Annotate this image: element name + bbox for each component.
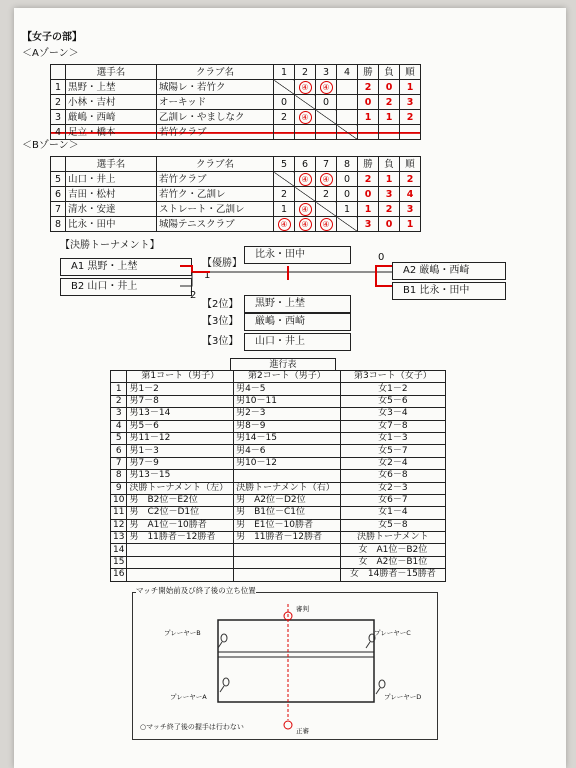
schedule-cell: 決勝トーナメント（右） bbox=[234, 482, 341, 494]
table-row bbox=[111, 457, 446, 469]
schedule-cell: 女 A1位－B2位 bbox=[340, 544, 445, 556]
paper-sheet bbox=[14, 8, 566, 768]
score-a1: 1 bbox=[204, 270, 211, 281]
schedule-cell: 男13－14 bbox=[127, 408, 234, 420]
column-header: 2 bbox=[295, 65, 316, 80]
schedule-cell: 4 bbox=[111, 420, 127, 432]
column-header: 順 bbox=[400, 65, 421, 80]
win-mark: ④ bbox=[278, 218, 291, 231]
column-header: 選手名 bbox=[66, 157, 157, 172]
rank-cell: 1 bbox=[400, 80, 421, 95]
third-name-2: 山口・井上 bbox=[244, 333, 351, 351]
win-cell: 2 bbox=[358, 80, 379, 95]
schedule-cell: 男8－9 bbox=[234, 420, 341, 432]
lose-cell: 1 bbox=[379, 172, 400, 187]
table-row bbox=[111, 494, 446, 506]
schedule-cell: 女 A2位－B1位 bbox=[340, 556, 445, 568]
third-label-1: 【3位】 bbox=[202, 316, 239, 327]
column-header: 4 bbox=[337, 65, 358, 80]
column-header: 順 bbox=[400, 157, 421, 172]
row-number: 2 bbox=[51, 95, 66, 110]
table-row bbox=[111, 420, 446, 432]
lose-cell: 2 bbox=[379, 202, 400, 217]
column-header: 第2コート（男子） bbox=[234, 371, 341, 383]
schedule-cell: 男 B2位－E2位 bbox=[127, 494, 234, 506]
schedule-cell: 女5－8 bbox=[340, 519, 445, 531]
lose-cell: 0 bbox=[379, 217, 400, 232]
court-note: ○マッチ終了後の握手は行わない bbox=[140, 723, 244, 731]
section-title: 【女子の部】 bbox=[22, 32, 82, 43]
club-name: 城陽レ・若竹ク bbox=[157, 80, 274, 95]
row-number: 6 bbox=[51, 187, 66, 202]
schedule-cell: 男 11勝者－12勝者 bbox=[127, 532, 234, 544]
column-header: 負 bbox=[379, 157, 400, 172]
schedule-cell bbox=[234, 544, 341, 556]
schedule-cell: 男4－5 bbox=[234, 383, 341, 395]
lose-cell: 2 bbox=[379, 95, 400, 110]
schedule-cell: 14 bbox=[111, 544, 127, 556]
win-cell: 2 bbox=[358, 172, 379, 187]
rank-cell: 2 bbox=[400, 110, 421, 125]
schedule-cell: 2 bbox=[111, 395, 127, 407]
final-b1: B1 比永・田中 bbox=[392, 282, 506, 300]
schedule-cell: 8 bbox=[111, 470, 127, 482]
schedule-cell: 男 11勝者－12勝者 bbox=[234, 532, 341, 544]
win-cell: 1 bbox=[358, 202, 379, 217]
player-name: 足立・橋本 bbox=[66, 125, 157, 140]
table-row bbox=[111, 445, 446, 457]
table-row bbox=[111, 470, 446, 482]
schedule-title: 進行表 bbox=[230, 358, 336, 371]
table-row bbox=[111, 519, 446, 531]
schedule-cell: 男7－8 bbox=[127, 395, 234, 407]
schedule-cell: 女6－7 bbox=[340, 494, 445, 506]
table-row bbox=[111, 432, 446, 444]
column-header: 第1コート（男子） bbox=[127, 371, 234, 383]
schedule-cell: 女2－3 bbox=[340, 482, 445, 494]
schedule-cell: 3 bbox=[111, 408, 127, 420]
schedule-cell: 男 B1位－C1位 bbox=[234, 507, 341, 519]
player-name: 清水・安達 bbox=[66, 202, 157, 217]
schedule-cell: 7 bbox=[111, 457, 127, 469]
schedule-cell: 1 bbox=[111, 383, 127, 395]
row-number: 5 bbox=[51, 172, 66, 187]
schedule-cell bbox=[234, 569, 341, 581]
zone-b-label: ＜Bゾーン＞ bbox=[22, 140, 79, 151]
referee-label: 審判 bbox=[296, 605, 309, 613]
schedule-cell: 男4－6 bbox=[234, 445, 341, 457]
table-row bbox=[111, 544, 446, 556]
schedule-cell: 男14－15 bbox=[234, 432, 341, 444]
match-result: 1 bbox=[274, 202, 295, 217]
player-name: 黒野・上埜 bbox=[66, 80, 157, 95]
column-header bbox=[111, 371, 127, 383]
row-number: 7 bbox=[51, 202, 66, 217]
second-label: 【2位】 bbox=[202, 299, 239, 310]
schedule-cell: 決勝トーナメント bbox=[340, 532, 445, 544]
column-header: 選手名 bbox=[66, 65, 157, 80]
schedule-cell: 決勝トーナメント（左） bbox=[127, 482, 234, 494]
win-cell: 3 bbox=[358, 217, 379, 232]
match-result: 0 bbox=[337, 187, 358, 202]
schedule-cell: 10 bbox=[111, 494, 127, 506]
win-mark: ④ bbox=[299, 81, 312, 94]
schedule-cell: 男10－11 bbox=[234, 395, 341, 407]
schedule-cell: 男11－12 bbox=[127, 432, 234, 444]
schedule-cell: 13 bbox=[111, 532, 127, 544]
schedule-cell: 男2－3 bbox=[234, 408, 341, 420]
lose-cell: 3 bbox=[379, 187, 400, 202]
schedule-cell: 男13－15 bbox=[127, 470, 234, 482]
match-result: 2 bbox=[274, 187, 295, 202]
third-name-1: 厳嶋・西崎 bbox=[244, 313, 351, 331]
table-row bbox=[111, 408, 446, 420]
schedule-cell bbox=[234, 470, 341, 482]
winner-name: 比永・田中 bbox=[244, 246, 351, 264]
player-b-label: プレーヤーB bbox=[164, 629, 201, 637]
schedule-cell: 男 E1位－10勝者 bbox=[234, 519, 341, 531]
win-cell: 1 bbox=[358, 110, 379, 125]
header-row bbox=[111, 371, 446, 383]
schedule-cell: 男1－2 bbox=[127, 383, 234, 395]
schedule-cell: 6 bbox=[111, 445, 127, 457]
match-result: 0 bbox=[274, 95, 295, 110]
schedule-table bbox=[110, 370, 446, 582]
final-b2: B2 山口・井上 bbox=[60, 278, 192, 296]
rank-cell: 3 bbox=[400, 202, 421, 217]
schedule-cell: 女1－3 bbox=[340, 432, 445, 444]
schedule-cell: 11 bbox=[111, 507, 127, 519]
schedule-cell: 12 bbox=[111, 519, 127, 531]
row-number: 8 bbox=[51, 217, 66, 232]
second-name: 黒野・上埜 bbox=[244, 295, 351, 313]
schedule-cell: 男7－9 bbox=[127, 457, 234, 469]
column-header: クラブ名 bbox=[157, 157, 274, 172]
schedule-cell: 16 bbox=[111, 569, 127, 581]
column-header: 5 bbox=[274, 157, 295, 172]
schedule-cell: 女3－4 bbox=[340, 408, 445, 420]
lose-cell: 1 bbox=[379, 110, 400, 125]
schedule-cell: 男 C2位－D1位 bbox=[127, 507, 234, 519]
score-b2: 2 bbox=[190, 290, 197, 301]
win-mark: ④ bbox=[320, 173, 333, 186]
column-header: 3 bbox=[316, 65, 337, 80]
rank-cell: 4 bbox=[400, 187, 421, 202]
win-mark: ④ bbox=[299, 218, 312, 231]
final-a1: A1 黒野・上埜 bbox=[60, 258, 192, 276]
schedule-cell bbox=[234, 556, 341, 568]
player-a-label: プレーヤーA bbox=[170, 693, 207, 701]
row-number: 3 bbox=[51, 110, 66, 125]
schedule-cell bbox=[127, 544, 234, 556]
schedule-cell: 男 A2位－D2位 bbox=[234, 494, 341, 506]
table-row bbox=[111, 569, 446, 581]
table-row bbox=[111, 383, 446, 395]
player-name: 厳嶋・西崎 bbox=[66, 110, 157, 125]
court-title: マッチ開始前及び終了後の立ち位置 bbox=[136, 586, 256, 595]
schedule-cell: 女6－8 bbox=[340, 470, 445, 482]
schedule-cell bbox=[127, 556, 234, 568]
schedule-cell: 女5－7 bbox=[340, 445, 445, 457]
rank-cell: 2 bbox=[400, 172, 421, 187]
column-header: 勝 bbox=[358, 157, 379, 172]
win-cell: 0 bbox=[358, 187, 379, 202]
schedule-cell: 女1－4 bbox=[340, 507, 445, 519]
player-name: 比永・田中 bbox=[66, 217, 157, 232]
club-name: オーキッド bbox=[157, 95, 274, 110]
player-c-label: プレーヤーC bbox=[374, 629, 411, 637]
schedule-cell: 男10－12 bbox=[234, 457, 341, 469]
player-d-label: プレーヤーD bbox=[384, 693, 422, 701]
club-name: 若竹ク・乙訓レ bbox=[157, 187, 274, 202]
match-result: 0 bbox=[316, 95, 337, 110]
column-header: 7 bbox=[316, 157, 337, 172]
column-header: 第3コート（女子） bbox=[340, 371, 445, 383]
schedule-cell: 男5－6 bbox=[127, 420, 234, 432]
club-name: ストレート・乙訓レ bbox=[157, 202, 274, 217]
column-header: 負 bbox=[379, 65, 400, 80]
racket-icon bbox=[218, 634, 227, 648]
schedule-cell bbox=[127, 569, 234, 581]
column-header: 8 bbox=[337, 157, 358, 172]
final-label: 【決勝トーナメント】 bbox=[60, 240, 160, 251]
win-mark: ④ bbox=[320, 81, 333, 94]
table-row bbox=[111, 556, 446, 568]
win-cell: 0 bbox=[358, 95, 379, 110]
umpire-label: 正審 bbox=[296, 727, 309, 735]
column-header: 6 bbox=[295, 157, 316, 172]
player-name: 吉田・松村 bbox=[66, 187, 157, 202]
schedule-cell: 9 bbox=[111, 482, 127, 494]
third-label-2: 【3位】 bbox=[202, 336, 239, 347]
win-mark: ④ bbox=[299, 111, 312, 124]
lose-cell: 0 bbox=[379, 80, 400, 95]
schedule-cell: 15 bbox=[111, 556, 127, 568]
column-header: 1 bbox=[274, 65, 295, 80]
row-number: 1 bbox=[51, 80, 66, 95]
player-name: 山口・井上 bbox=[66, 172, 157, 187]
match-result: 0 bbox=[337, 172, 358, 187]
rank-cell: 1 bbox=[400, 217, 421, 232]
table-row bbox=[111, 395, 446, 407]
win-mark: ④ bbox=[299, 173, 312, 186]
table-row bbox=[111, 532, 446, 544]
schedule-cell: 男1－3 bbox=[127, 445, 234, 457]
rank-cell: 3 bbox=[400, 95, 421, 110]
schedule-cell: 女1－2 bbox=[340, 383, 445, 395]
win-mark: ④ bbox=[299, 203, 312, 216]
match-result: 2 bbox=[316, 187, 337, 202]
player-name: 小林・吉村 bbox=[66, 95, 157, 110]
schedule-cell: 女7－8 bbox=[340, 420, 445, 432]
column-header: クラブ名 bbox=[157, 65, 274, 80]
table-row bbox=[111, 482, 446, 494]
club-name: 城陽テニスクラブ bbox=[157, 217, 274, 232]
club-name: 若竹クラブ bbox=[157, 125, 274, 140]
schedule-cell: 女5－6 bbox=[340, 395, 445, 407]
club-name: 乙訓レ・やましなク bbox=[157, 110, 274, 125]
schedule-cell: 女 14勝者－15勝者 bbox=[340, 569, 445, 581]
match-result: 2 bbox=[274, 110, 295, 125]
score-a2: 0 bbox=[378, 252, 385, 263]
match-result: 1 bbox=[337, 202, 358, 217]
club-name: 若竹クラブ bbox=[157, 172, 274, 187]
win-mark: ④ bbox=[320, 218, 333, 231]
row-number: 4 bbox=[51, 125, 66, 140]
court-diagram bbox=[132, 592, 436, 738]
schedule-cell: 5 bbox=[111, 432, 127, 444]
schedule-cell: 男 A1位－10勝者 bbox=[127, 519, 234, 531]
schedule-cell: 女2－4 bbox=[340, 457, 445, 469]
final-a2: A2 厳嶋・西崎 bbox=[392, 262, 506, 280]
winner-label: 【優勝】 bbox=[202, 258, 242, 269]
column-header: 勝 bbox=[358, 65, 379, 80]
table-row bbox=[111, 507, 446, 519]
zone-a-label: ＜Aゾーン＞ bbox=[22, 48, 79, 59]
